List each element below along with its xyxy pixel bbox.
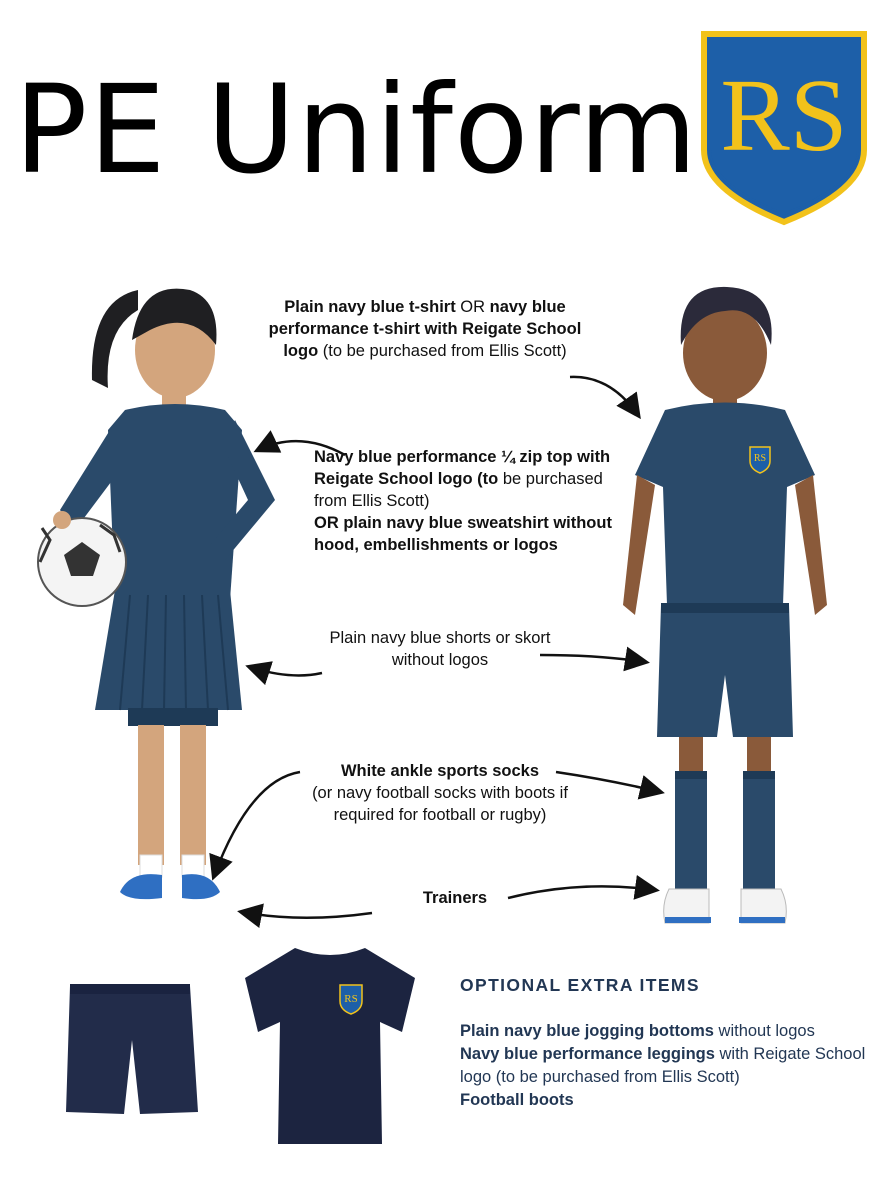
tshirt-crest-letters: RS xyxy=(344,993,358,1005)
label-trainers: Trainers xyxy=(422,889,488,907)
boy-illustration xyxy=(605,275,845,930)
optional-item: Navy blue performance leggings with Reigate School logo (to be purchased from Ellis Scott) xyxy=(460,1045,866,1086)
optional-items-section xyxy=(460,975,880,1112)
label-zip-top: Navy blue performance ¼ zip top with Reigate School logo (to be purchased from Ellis Scott) OR plain navy blue sweatshirt without hood, embellishments or logos xyxy=(314,448,612,554)
optional-item: Plain navy blue jogging bottoms without logos xyxy=(460,1022,815,1040)
crest-letters: RS xyxy=(720,58,848,173)
label-tshirt: Plain navy blue t-shirt OR navy blue performance t-shirt with Reigate School logo (to be purchased from Ellis Scott) xyxy=(268,298,582,360)
girl-illustration xyxy=(20,270,290,930)
tshirt-product-image xyxy=(240,940,420,1150)
shirt-crest-letters: RS xyxy=(753,453,767,464)
page-title: PE Uniform xyxy=(14,59,699,201)
shorts-product-image xyxy=(60,980,205,1120)
label-shorts: Plain navy blue shorts or skort without logos xyxy=(329,629,551,669)
label-socks: White ankle sports socks (or navy football socks with boots if required for football or rugby) xyxy=(312,762,568,824)
optional-title: OPTIONAL EXTRA ITEMS xyxy=(460,975,700,995)
school-crest-logo xyxy=(700,30,868,226)
optional-item: Football boots xyxy=(460,1091,574,1109)
